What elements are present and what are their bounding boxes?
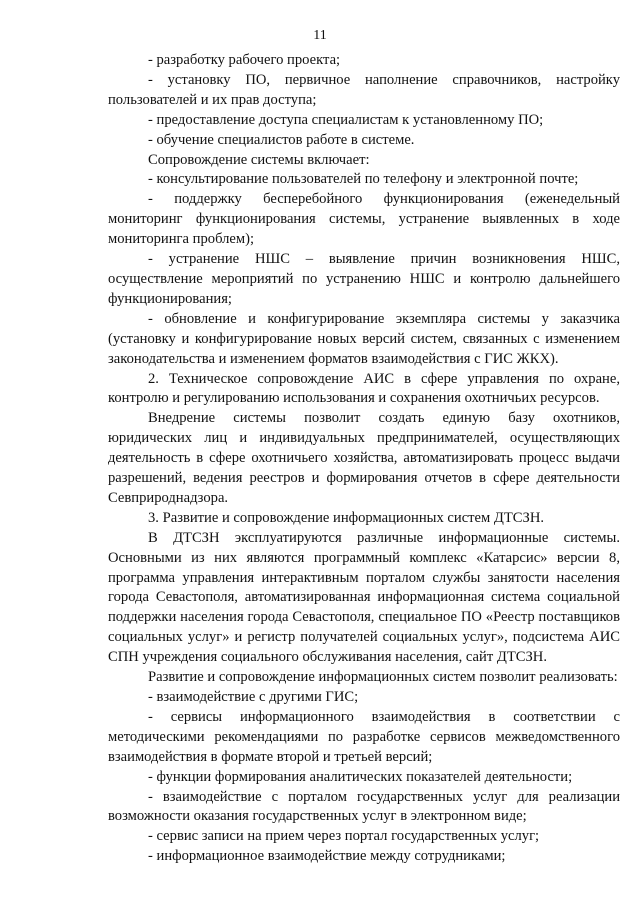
paragraph-14: Развитие и сопровождение информационных систем позволит реализовать: [148, 669, 618, 686]
paragraph-19: - сервис записи на прием через портал государственных услуг; [148, 828, 540, 845]
paragraph-7: - поддержку бесперебойного функционирования (еженедельный мониторинг функционирования системы, устранение выявленных в ходе мониторинга проблем); [108, 191, 620, 248]
page-number: 11 [313, 28, 327, 43]
paragraph-17: - функции формирования аналитических показателей деятельности; [148, 768, 573, 785]
paragraph-15: - взаимодействие с другими ГИС; [148, 689, 359, 705]
paragraph-11: Внедрение системы позволит создать единую базу охотников, юридических лиц и индивидуальных предпринимателей, осуществляющих деятельность в сфере охотничьего хозяйства, автоматизировать процесс выдачи разрешений, ведения реестров и формирования отчетов в сфере деятельности Севприроднадзора. [108, 410, 620, 506]
paragraph-8: - устранение НШС – выявление причин возникновения НШС, осуществление мероприятий по устранению НШС и контролю дальнейшего функционирования; [108, 251, 620, 307]
paragraph-1: - разработку рабочего проекта; [148, 52, 341, 68]
document-body [108, 51, 620, 867]
paragraph-18: - взаимодействие с порталом государственных услуг для реализации возможности оказания государственных услуг в электронном виде; [108, 788, 620, 825]
paragraph-5: Сопровождение системы включает: [148, 151, 370, 168]
paragraph-4: - обучение специалистов работе в системе. [148, 131, 415, 148]
paragraph-13: В ДТСЗН эксплуатируются различные информационные системы. Основными из них являются программный комплекс «Катарсис» версии 8, программа управления интерактивным порталом службы занятости населения города Севастополя, автоматизированная информационная система социальной поддержки населения города Севастополя, специальное ПО «Реестр поставщиков социальных услуг» и регистр получателей социальных услуг», подсистема АИС СПН учреждения социального обслуживания населения, сайт ДТСЗН. [108, 529, 620, 666]
paragraph-16: - сервисы информационного взаимодействия в соответствии с методическими рекомендациями по разработке сервисов межведомственного взаимодействия в формате второй и третьей версий; [108, 708, 620, 765]
paragraph-9: - обновление и конфигурирование экземпляра системы у заказчика (установку и конфигурирование новых версий систем, связанных с изменением законодательства и изменением форматов взаимодействия с ГИС ЖКХ). [108, 310, 620, 367]
paragraph-2: - установку ПО, первичное наполнение справочников, настройку пользователей и их прав доступа; [108, 71, 620, 108]
paragraph-20: - информационное взаимодействие между сотрудниками; [148, 848, 506, 865]
paragraph-12: 3. Развитие и сопровождение информационных систем ДТСЗН. [148, 509, 545, 526]
paragraph-6: - консультирование пользователей по телефону и электронной почте; [148, 171, 579, 188]
paragraph-10: 2. Техническое сопровождение АИС в сфере управления по охране, контролю и регулированию использования и сохранения охотничьих ресурсов. [108, 370, 620, 407]
paragraph-3: - предоставление доступа специалистам к установленному ПО; [148, 111, 544, 128]
